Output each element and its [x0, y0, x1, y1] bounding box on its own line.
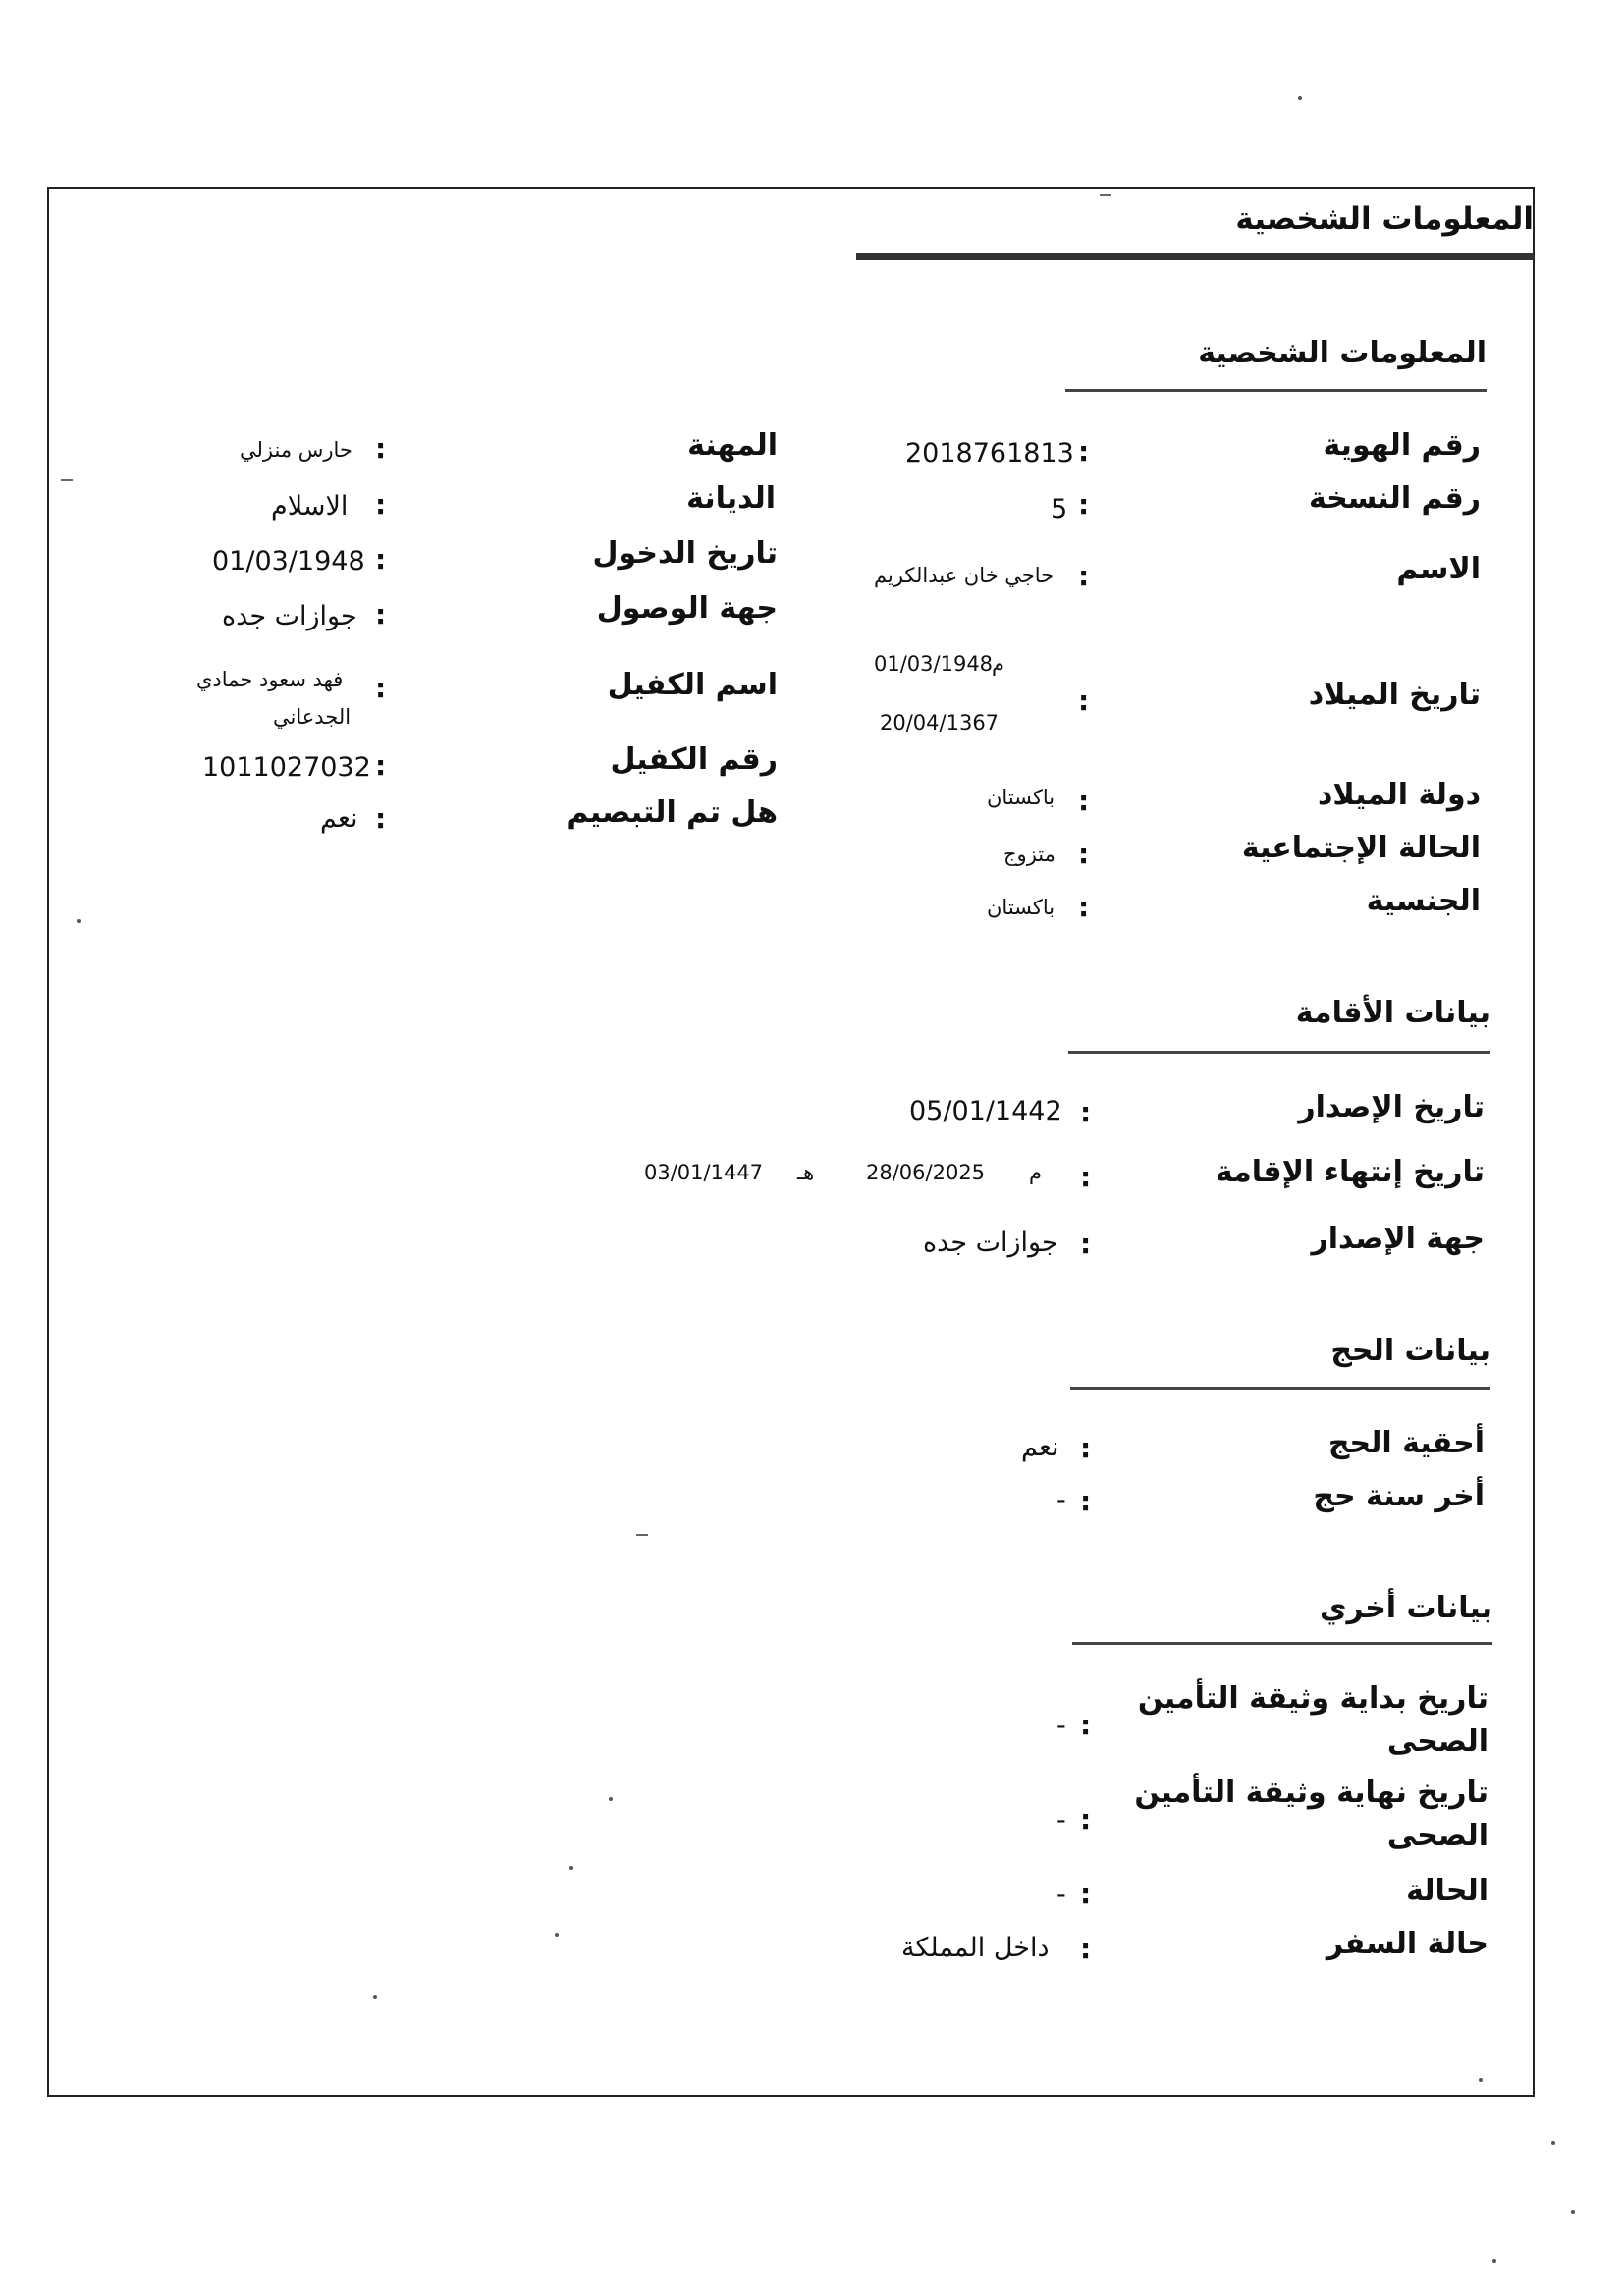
residence-issue-date-label: تاريخ الإصدار: [1298, 1090, 1485, 1124]
residence-issue-place-colon: :: [1080, 1228, 1092, 1260]
scan-speck: [1571, 2210, 1575, 2214]
marital-status-label: الحالة الإجتماعية: [1241, 831, 1481, 865]
residence-expiry-gregorian-value: 28/06/2025: [866, 1161, 986, 1184]
copy-number-colon: :: [1078, 488, 1090, 520]
occupation-label: المهنة: [687, 428, 778, 463]
arrival-point-value: جوازات جده: [222, 601, 357, 631]
entry-date-colon: :: [375, 543, 387, 575]
status-label: الحالة: [1406, 1874, 1489, 1908]
sponsor-name-line1: فهد سعود حمادي: [196, 668, 344, 691]
scan-speck: [1298, 96, 1302, 100]
scan-speck: [609, 1797, 613, 1801]
birth-country-colon: :: [1078, 785, 1090, 817]
travel-status-label: حالة السفر: [1326, 1927, 1489, 1961]
scan-speck: [636, 1534, 648, 1536]
residence-issue-date-value: 05/01/1442: [909, 1096, 1062, 1126]
id-number-value: 2018761813: [905, 438, 1074, 468]
marital-status-colon: :: [1078, 838, 1090, 870]
other-section-rule: [1072, 1642, 1492, 1645]
insurance-start-label-line2: الصحى: [1386, 1724, 1489, 1759]
hajj-last-year-value: -: [1056, 1485, 1066, 1515]
hajj-section-rule: [1070, 1387, 1490, 1390]
insurance-end-value: -: [1056, 1805, 1066, 1835]
insurance-start-colon: :: [1080, 1709, 1092, 1741]
travel-status-colon: :: [1080, 1933, 1092, 1965]
residence-expiry-hijri-prefix: هـ: [797, 1161, 815, 1184]
sponsor-number-label: رقم الكفيل: [610, 742, 778, 777]
residence-expiry-gregorian-prefix: م: [1029, 1161, 1043, 1184]
nationality-colon: :: [1078, 891, 1090, 923]
status-colon: :: [1080, 1878, 1092, 1910]
occupation-value: حارس منزلي: [240, 438, 352, 462]
name-value: حاجي خان عبدالكريم: [874, 564, 1055, 587]
insurance-end-label-line2: الصحى: [1386, 1819, 1489, 1853]
scan-speck: [61, 479, 73, 481]
nationality-label: الجنسية: [1366, 884, 1481, 918]
scan-speck: [569, 1866, 573, 1870]
hajj-last-year-colon: :: [1080, 1485, 1092, 1517]
name-label: الاسم: [1396, 552, 1481, 586]
page-title-rule: [856, 253, 1534, 260]
insurance-start-value: -: [1056, 1711, 1066, 1741]
religion-colon: :: [375, 488, 387, 520]
residence-issue-place-value: جوازات جده: [923, 1228, 1058, 1258]
scan-speck: [373, 1995, 377, 1999]
sponsor-number-colon: :: [375, 749, 387, 782]
sponsor-number-value: 1011027032: [202, 752, 371, 783]
entry-date-value: 01/03/1948: [212, 546, 365, 576]
religion-value: الاسلام: [271, 491, 349, 521]
hajj-eligibility-label: أحقية الحج: [1327, 1426, 1485, 1460]
arrival-point-colon: :: [375, 598, 387, 630]
residence-issue-place-label: جهة الإصدار: [1311, 1222, 1485, 1256]
sponsor-name-label: اسم الكفيل: [607, 668, 778, 702]
marital-status-value: متزوج: [1003, 843, 1056, 866]
travel-status-value: داخل المملكة: [901, 1933, 1050, 1963]
birth-gregorian-value: 01/03/1948: [874, 652, 994, 676]
page-title: المعلومات الشخصية: [1235, 201, 1534, 237]
birth-hijri-value: 20/04/1367: [880, 711, 1000, 735]
nationality-value: باكستان: [987, 896, 1056, 919]
arrival-point-label: جهة الوصول: [596, 591, 778, 626]
insurance-end-colon: :: [1080, 1803, 1092, 1835]
occupation-colon: :: [375, 432, 387, 465]
scan-speck: [1100, 194, 1111, 196]
scan-speck: [555, 1933, 559, 1937]
name-colon: :: [1078, 560, 1090, 592]
insurance-end-label-line1: تاريخ نهاية وثيقة التأمين: [1134, 1776, 1489, 1810]
religion-label: الديانة: [686, 481, 776, 516]
scan-speck: [1479, 2078, 1483, 2082]
residence-expiry-hijri-value: 03/01/1447: [644, 1161, 764, 1184]
copy-number-value: 5: [1051, 494, 1068, 524]
insurance-start-label-line1: تاريخ بداية وثيقة التأمين: [1137, 1681, 1489, 1716]
hajj-eligibility-colon: :: [1080, 1432, 1092, 1464]
copy-number-label: رقم النسخة: [1308, 481, 1481, 516]
birth-gregorian-prefix: م: [992, 652, 1005, 676]
scan-speck: [77, 919, 81, 923]
residence-issue-date-colon: :: [1080, 1096, 1092, 1128]
hajj-last-year-label: أخر سنة حج: [1313, 1479, 1485, 1513]
sponsor-name-colon: :: [375, 672, 387, 704]
residence-section-rule: [1068, 1051, 1490, 1054]
birth-date-label: تاريخ الميلاد: [1308, 678, 1481, 712]
sponsor-name-line2: الجدعاني: [273, 705, 352, 729]
hajj-section-title: بيانات الحج: [1330, 1334, 1490, 1368]
birth-date-colon: :: [1078, 684, 1090, 717]
id-number-label: رقم الهوية: [1323, 428, 1481, 463]
scan-speck: [1551, 2141, 1555, 2145]
status-value: -: [1056, 1880, 1066, 1910]
personal-section-title: المعلومات الشخصية: [1198, 336, 1487, 370]
scan-speck: [1492, 2259, 1496, 2263]
fingerprinted-label: هل تم التبصيم: [567, 795, 778, 830]
birth-country-label: دولة الميلاد: [1317, 778, 1481, 812]
residence-expiry-colon: :: [1080, 1161, 1092, 1193]
fingerprinted-colon: :: [375, 802, 387, 835]
page-frame: [47, 187, 1535, 2097]
personal-section-rule: [1065, 389, 1487, 392]
entry-date-label: تاريخ الدخول: [592, 536, 778, 571]
birth-country-value: باكستان: [987, 786, 1056, 809]
id-number-colon: :: [1078, 435, 1090, 467]
other-section-title: بيانات أخري: [1320, 1591, 1492, 1625]
hajj-eligibility-value: نعم: [1021, 1432, 1059, 1462]
residence-expiry-label: تاريخ إنتهاء الإقامة: [1215, 1155, 1485, 1189]
fingerprinted-value: نعم: [320, 803, 358, 834]
residence-section-title: بيانات الأقامة: [1295, 996, 1490, 1030]
